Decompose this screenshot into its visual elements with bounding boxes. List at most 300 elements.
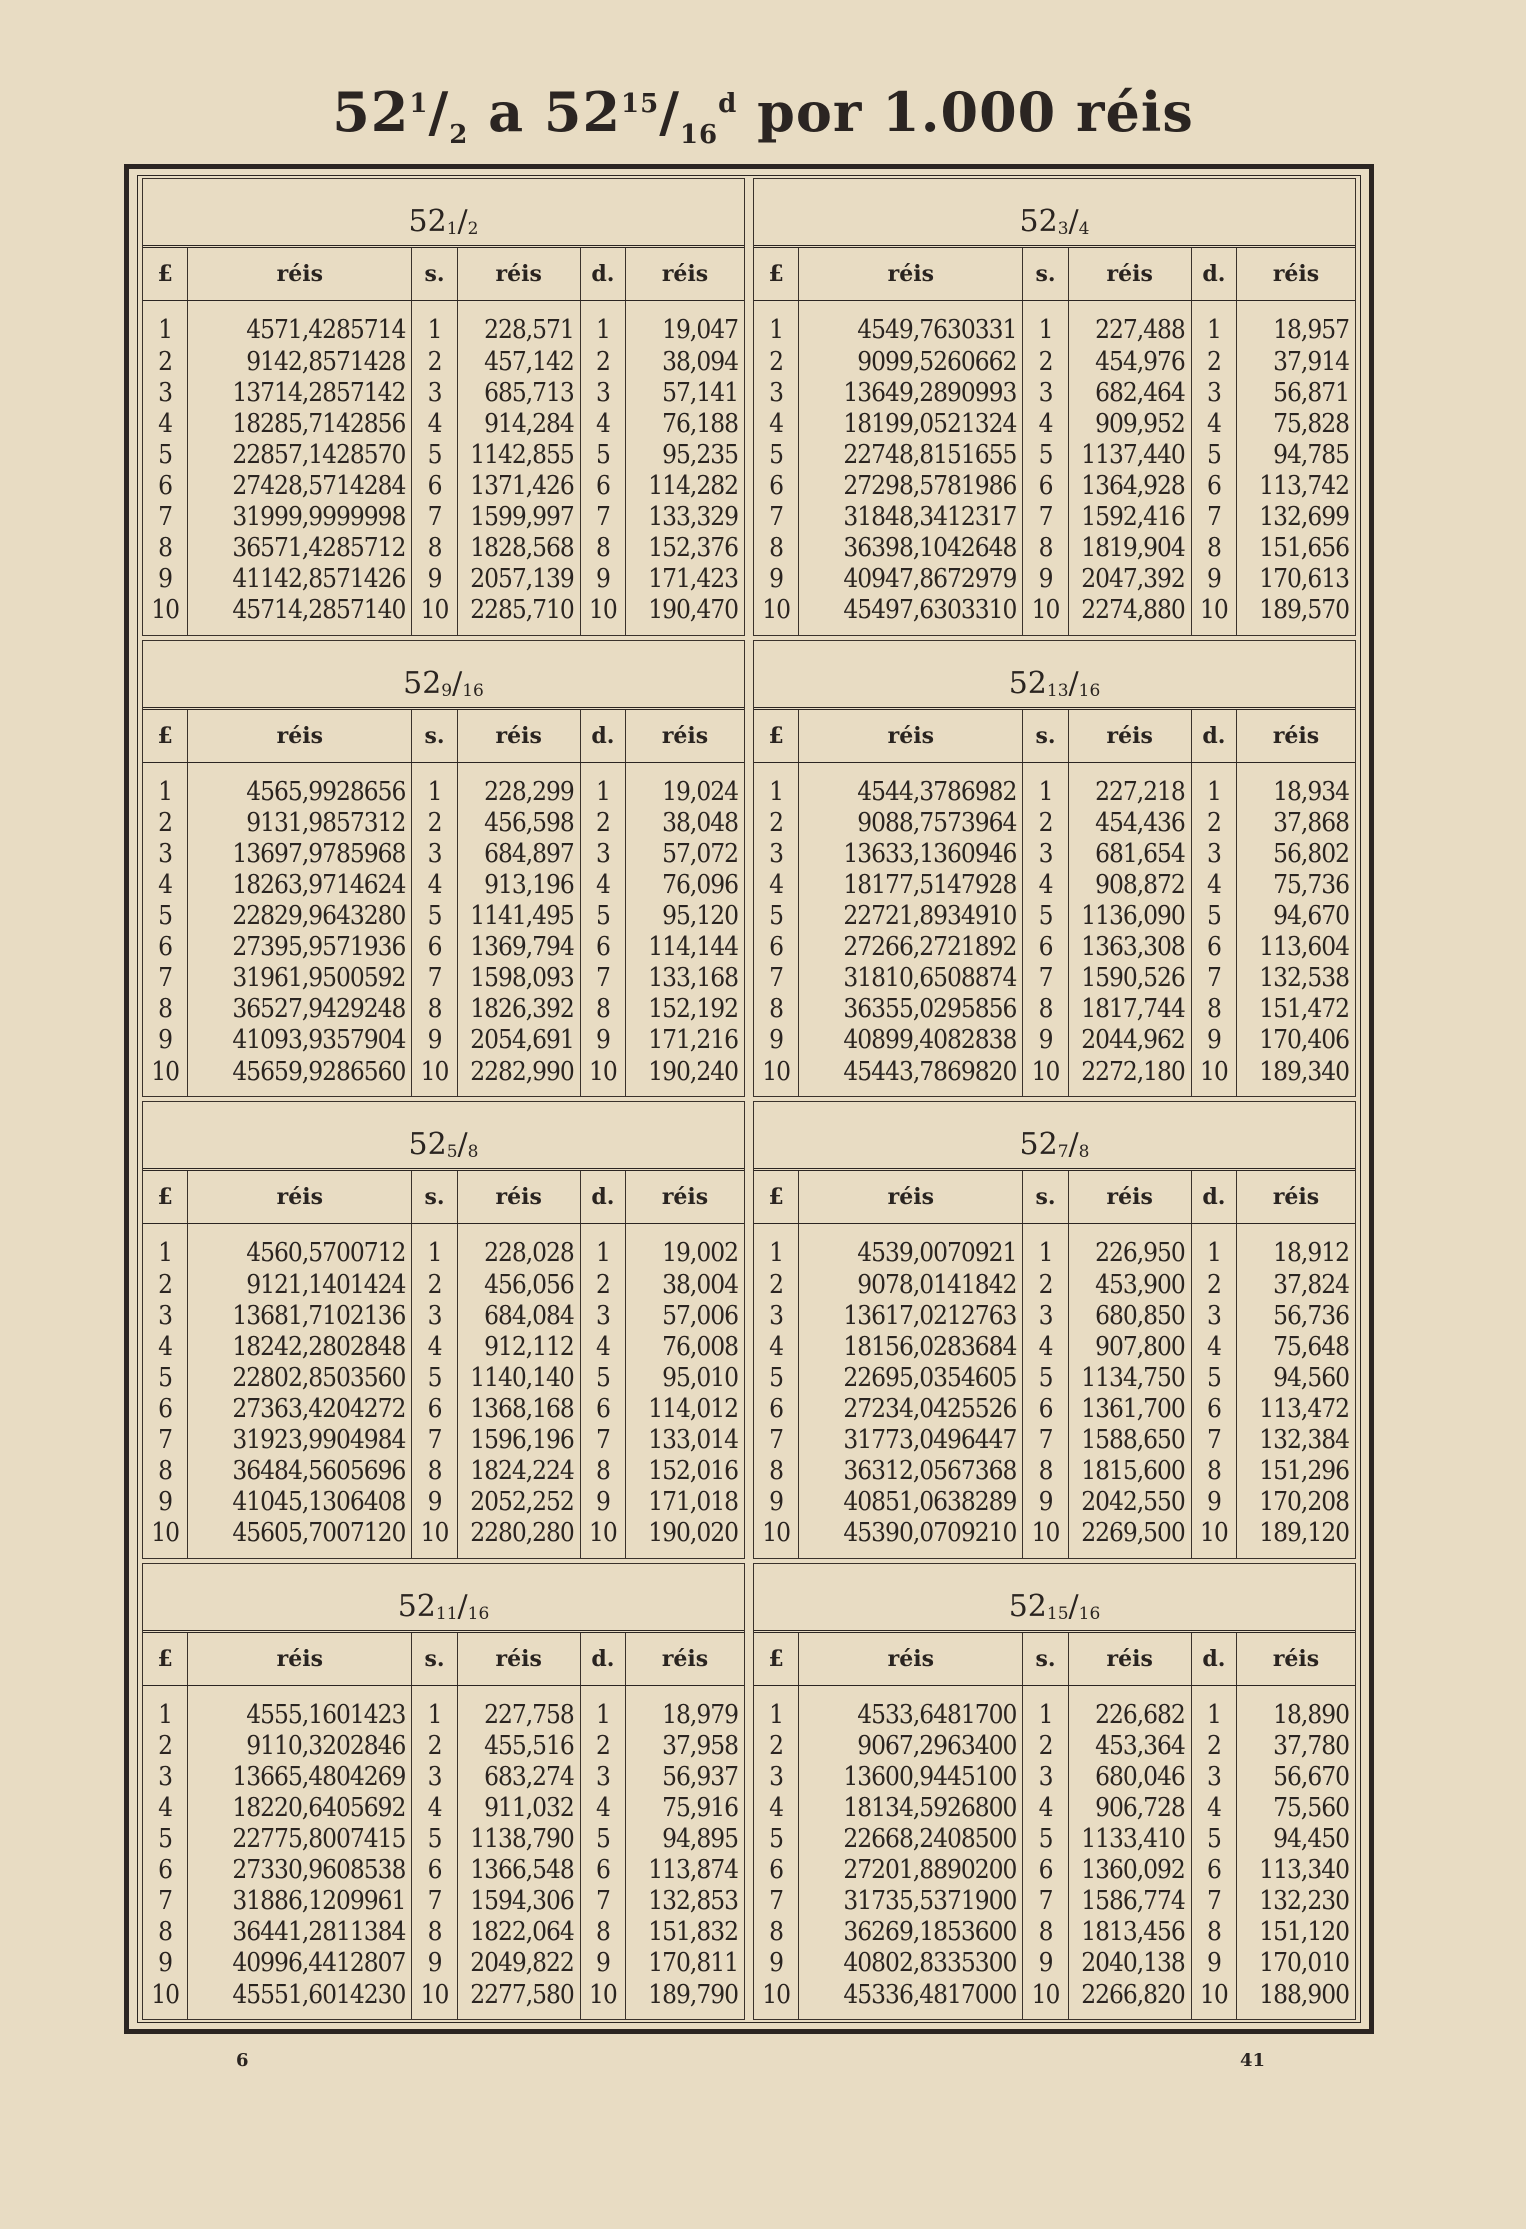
shillings-value: 1586,774 [1068, 1886, 1191, 1917]
column-header: réis [1237, 1171, 1355, 1224]
shillings-value: 2282,990 [457, 1056, 580, 1096]
quantity: 9 [754, 1487, 799, 1518]
table-row [143, 1394, 744, 1425]
pounds-value: 31999,9999998 [188, 502, 412, 533]
quantity: 8 [754, 533, 799, 564]
quantity: 10 [754, 1979, 799, 2019]
shillings-value: 2277,580 [457, 1979, 580, 2019]
pence-value: 132,699 [1259, 501, 1349, 532]
pounds-value: 9110,3202846 [188, 1731, 412, 1762]
quantity: 2 [580, 1731, 625, 1762]
quantity: 6 [1191, 932, 1236, 963]
quantity: 3 [1191, 1301, 1236, 1332]
quantity: 10 [580, 1979, 625, 2019]
quantity: 1 [580, 1224, 625, 1270]
quantity: 2 [1191, 1270, 1236, 1301]
shillings-value: 228,299 [457, 762, 580, 808]
quantity: 7 [1191, 963, 1236, 994]
quantity: 2 [143, 347, 188, 378]
pounds-value: 4544,3786982 [799, 762, 1023, 808]
quantity: 7 [1191, 1425, 1236, 1456]
pence-value: 113,742 [1259, 470, 1349, 501]
shillings-value: 1592,416 [1068, 502, 1191, 533]
quantity: 5 [580, 901, 625, 932]
table-row [143, 762, 744, 808]
quantity: 4 [754, 409, 799, 440]
quantity: 4 [1191, 1332, 1236, 1363]
shillings-value: 1817,744 [1068, 994, 1191, 1025]
shillings-value: 1133,410 [1068, 1824, 1191, 1855]
quantity: 1 [412, 301, 457, 347]
column-header: réis [457, 248, 580, 301]
pence-value: 38,048 [662, 808, 738, 839]
shillings-value: 453,900 [1068, 1270, 1191, 1301]
shillings-value: 1364,928 [1068, 471, 1191, 502]
table-row [143, 1487, 744, 1518]
quantity: 7 [412, 1886, 457, 1917]
column-header: réis [1068, 1633, 1191, 1686]
pounds-value: 4560,5700712 [188, 1224, 412, 1270]
pence-value: 76,008 [662, 1331, 738, 1362]
pounds-value: 45605,7007120 [188, 1518, 412, 1558]
shillings-value: 1360,092 [1068, 1855, 1191, 1886]
quantity: 7 [580, 963, 625, 994]
pounds-value: 45659,9286560 [188, 1056, 412, 1096]
pence-value: 37,958 [662, 1731, 738, 1762]
shillings-value: 227,218 [1068, 762, 1191, 808]
quantity: 8 [143, 1456, 188, 1487]
pence-value: 190,020 [648, 1518, 738, 1549]
shillings-value: 2052,252 [457, 1487, 580, 1518]
quantity: 10 [754, 1518, 799, 1558]
quantity: 8 [1191, 1917, 1236, 1948]
quantity: 4 [1023, 1332, 1068, 1363]
quantity: 4 [580, 1793, 625, 1824]
pence-value: 38,004 [662, 1269, 738, 1300]
pounds-value: 36527,9429248 [188, 994, 412, 1025]
shillings-value: 227,488 [1068, 301, 1191, 347]
pounds-value: 41045,1306408 [188, 1487, 412, 1518]
column-header: £ [143, 1171, 188, 1224]
shillings-value: 2269,500 [1068, 1518, 1191, 1558]
quantity: 1 [412, 762, 457, 808]
pence-value: 189,340 [1259, 1056, 1349, 1087]
quantity: 3 [412, 1762, 457, 1793]
column-header: d. [1191, 248, 1236, 301]
quantity: 8 [412, 994, 457, 1025]
column-header: réis [188, 1171, 412, 1224]
table-row [754, 808, 1355, 839]
quantity: 7 [754, 963, 799, 994]
quantity: 8 [580, 533, 625, 564]
pounds-value: 18134,5926800 [799, 1793, 1023, 1824]
quantity: 10 [1023, 1056, 1068, 1096]
quantity: 10 [1191, 1518, 1236, 1558]
table-row [754, 595, 1355, 635]
quantity: 9 [580, 1948, 625, 1979]
column-header: réis [457, 1171, 580, 1224]
table-row [143, 471, 744, 502]
quantity: 10 [1023, 595, 1068, 635]
quantity: 5 [580, 1363, 625, 1394]
quantity: 9 [1191, 1025, 1236, 1056]
quantity: 1 [754, 301, 799, 347]
table-row [143, 1301, 744, 1332]
quantity: 4 [143, 870, 188, 901]
quantity: 3 [1191, 378, 1236, 409]
pounds-value: 36484,5605696 [188, 1456, 412, 1487]
table-row [143, 1456, 744, 1487]
quantity: 3 [580, 378, 625, 409]
shillings-value: 456,056 [457, 1270, 580, 1301]
shillings-value: 1363,308 [1068, 932, 1191, 963]
pounds-value: 27201,8890200 [799, 1855, 1023, 1886]
table-row [754, 901, 1355, 932]
pounds-value: 45714,2857140 [188, 595, 412, 635]
quantity: 6 [1191, 471, 1236, 502]
pence-value: 189,120 [1259, 1518, 1349, 1549]
pounds-value: 18242,2802848 [188, 1332, 412, 1363]
pounds-value: 13633,1360946 [799, 839, 1023, 870]
quantity: 9 [412, 564, 457, 595]
quantity: 10 [580, 595, 625, 635]
column-header: réis [626, 1171, 744, 1224]
rate-heading: 52 $_{13}$ / 16 [754, 641, 1355, 710]
table-row [143, 1425, 744, 1456]
pounds-value: 40996,4412807 [188, 1948, 412, 1979]
table-row [754, 1917, 1355, 1948]
quantity: 10 [1023, 1518, 1068, 1558]
table-row [754, 1685, 1355, 1731]
table-row [143, 1855, 744, 1886]
quantity: 4 [1023, 1793, 1068, 1824]
column-header: réis [1237, 1633, 1355, 1686]
quantity: 2 [754, 808, 799, 839]
pence-value: 152,192 [648, 994, 738, 1025]
table-row [754, 409, 1355, 440]
pounds-value: 13600,9445100 [799, 1762, 1023, 1793]
table-row [754, 564, 1355, 595]
quantity: 7 [754, 1886, 799, 1917]
quantity: 9 [143, 1025, 188, 1056]
pence-value: 133,168 [648, 963, 738, 994]
pounds-value: 13714,2857142 [188, 378, 412, 409]
column-header: £ [754, 1171, 799, 1224]
table-row [143, 1224, 744, 1270]
quantity: 2 [1023, 1270, 1068, 1301]
rate-block [142, 1101, 745, 1559]
quantity: 4 [412, 409, 457, 440]
quantity: 1 [580, 762, 625, 808]
quantity: 6 [1023, 1855, 1068, 1886]
quantity: 4 [1191, 409, 1236, 440]
rate-heading: 52 $_1$ / 2 [143, 179, 744, 248]
pounds-value: 22802,8503560 [188, 1363, 412, 1394]
quantity: 6 [1191, 1394, 1236, 1425]
pence-value: 56,670 [1273, 1762, 1349, 1793]
column-header: s. [1023, 1171, 1068, 1224]
table-row [143, 409, 744, 440]
quantity: 2 [412, 1731, 457, 1762]
pounds-value: 4549,7630331 [799, 301, 1023, 347]
shillings-value: 1596,196 [457, 1425, 580, 1456]
pence-value: 95,010 [662, 1362, 738, 1393]
page-title: $52^1/_2$ a $52^{15}/_{16}^d$ por 1.000 réis [332, 80, 1194, 150]
shillings-value: 2044,962 [1068, 1025, 1191, 1056]
column-header: d. [580, 1171, 625, 1224]
table-row [754, 1301, 1355, 1332]
pence-value: 19,047 [662, 315, 738, 346]
pounds-value: 40899,4082838 [799, 1025, 1023, 1056]
pence-value: 113,874 [648, 1855, 738, 1886]
pence-value: 170,406 [1259, 1025, 1349, 1056]
pence-value: 171,216 [648, 1025, 738, 1056]
quantity: 6 [1023, 1394, 1068, 1425]
table-row [143, 1979, 744, 2019]
quantity: 8 [143, 994, 188, 1025]
quantity: 1 [1023, 301, 1068, 347]
pence-value: 114,144 [648, 932, 738, 963]
quantity: 4 [580, 1332, 625, 1363]
rate-heading: 52 $_5$ / 8 [143, 1102, 744, 1171]
quantity: 3 [580, 1301, 625, 1332]
quantity: 3 [754, 1301, 799, 1332]
pence-value: 19,024 [662, 776, 738, 807]
quantity: 6 [1023, 932, 1068, 963]
pounds-value: 18156,0283684 [799, 1332, 1023, 1363]
quantity: 10 [412, 1056, 457, 1096]
pence-value: 188,900 [1259, 1979, 1349, 2010]
quantity: 10 [1191, 1979, 1236, 2019]
quantity: 2 [412, 1270, 457, 1301]
pence-value: 189,790 [648, 1979, 738, 2010]
quantity: 4 [754, 1793, 799, 1824]
quantity: 2 [754, 1270, 799, 1301]
pounds-value: 45390,0709210 [799, 1518, 1023, 1558]
quantity: 10 [580, 1056, 625, 1096]
column-header: réis [626, 248, 744, 301]
quantity: 1 [143, 1224, 188, 1270]
quantity: 5 [754, 901, 799, 932]
pounds-value: 40802,8335300 [799, 1948, 1023, 1979]
table-row [143, 932, 744, 963]
quantity: 9 [580, 1487, 625, 1518]
quantity: 4 [1191, 870, 1236, 901]
pounds-value: 27330,9608538 [188, 1855, 412, 1886]
pounds-value: 22695,0354605 [799, 1363, 1023, 1394]
pounds-value: 31886,1209961 [188, 1886, 412, 1917]
rate-block [753, 640, 1356, 1098]
shillings-value: 914,284 [457, 409, 580, 440]
quantity: 5 [1191, 1363, 1236, 1394]
pence-value: 37,824 [1273, 1269, 1349, 1300]
quantity: 6 [580, 471, 625, 502]
shillings-value: 454,436 [1068, 808, 1191, 839]
shillings-value: 1138,790 [457, 1824, 580, 1855]
pounds-value: 31961,9500592 [188, 963, 412, 994]
quantity: 8 [1023, 533, 1068, 564]
column-header: d. [1191, 1633, 1236, 1686]
column-header: réis [1068, 710, 1191, 763]
quantity: 9 [412, 1025, 457, 1056]
table-row [143, 347, 744, 378]
pounds-value: 9099,5260662 [799, 347, 1023, 378]
quantity: 7 [580, 1425, 625, 1456]
rate-block [142, 640, 745, 1098]
quantity: 6 [580, 1394, 625, 1425]
shillings-value: 681,654 [1068, 839, 1191, 870]
table-row [754, 1224, 1355, 1270]
quantity: 8 [143, 533, 188, 564]
quantity: 6 [143, 471, 188, 502]
table-row [143, 440, 744, 471]
table-row [754, 533, 1355, 564]
shillings-value: 1813,456 [1068, 1917, 1191, 1948]
table-row [143, 378, 744, 409]
pence-value: 151,472 [1259, 994, 1349, 1025]
quantity: 2 [580, 808, 625, 839]
column-header: £ [143, 710, 188, 763]
column-header: réis [799, 1171, 1023, 1224]
table-row [143, 839, 744, 870]
quantity: 8 [580, 1456, 625, 1487]
pence-value: 132,384 [1259, 1424, 1349, 1455]
pence-value: 56,736 [1273, 1300, 1349, 1331]
quantity: 6 [412, 471, 457, 502]
table-row [754, 1025, 1355, 1056]
quantity: 6 [754, 1855, 799, 1886]
pence-value: 57,141 [662, 377, 738, 408]
pence-value: 95,235 [662, 439, 738, 470]
quantity: 4 [143, 1332, 188, 1363]
quantity: 5 [754, 440, 799, 471]
column-header: réis [626, 710, 744, 763]
pence-value: 171,018 [648, 1486, 738, 1517]
pounds-value: 9088,7573964 [799, 808, 1023, 839]
quantity: 2 [754, 1731, 799, 1762]
quantity: 10 [1191, 1056, 1236, 1096]
quantity: 3 [580, 839, 625, 870]
quantity: 7 [1023, 1886, 1068, 1917]
shillings-value: 228,571 [457, 301, 580, 347]
pence-value: 94,785 [1273, 439, 1349, 470]
quantity: 1 [1023, 1224, 1068, 1270]
quantity: 1 [412, 1224, 457, 1270]
quantity: 8 [1023, 1456, 1068, 1487]
pence-value: 37,914 [1273, 346, 1349, 377]
quantity: 6 [143, 1855, 188, 1886]
quantity: 8 [754, 994, 799, 1025]
pounds-value: 9131,9857312 [188, 808, 412, 839]
column-header: réis [457, 710, 580, 763]
quantity: 8 [754, 1917, 799, 1948]
table-row [754, 1979, 1355, 2019]
quantity: 7 [412, 502, 457, 533]
pounds-value: 27428,5714284 [188, 471, 412, 502]
column-header: d. [580, 710, 625, 763]
pounds-value: 9142,8571428 [188, 347, 412, 378]
quantity: 5 [1191, 901, 1236, 932]
quantity: 5 [143, 440, 188, 471]
column-header: réis [799, 1633, 1023, 1686]
quantity: 4 [754, 870, 799, 901]
table-row [143, 1793, 744, 1824]
shillings-value: 907,800 [1068, 1332, 1191, 1363]
pence-value: 151,656 [1259, 532, 1349, 563]
quantity: 9 [143, 1487, 188, 1518]
pounds-value: 27363,4204272 [188, 1394, 412, 1425]
shillings-value: 685,713 [457, 378, 580, 409]
quantity: 5 [754, 1824, 799, 1855]
quantity: 6 [1023, 471, 1068, 502]
pounds-value: 22748,8151655 [799, 440, 1023, 471]
quantity: 2 [754, 347, 799, 378]
table-row [143, 502, 744, 533]
quantity: 9 [412, 1487, 457, 1518]
shillings-value: 1140,140 [457, 1363, 580, 1394]
quantity: 2 [1023, 347, 1068, 378]
pence-value: 95,120 [662, 901, 738, 932]
pounds-value: 22721,8934910 [799, 901, 1023, 932]
quantity: 3 [412, 1301, 457, 1332]
quantity: 3 [1023, 1301, 1068, 1332]
table-frame [124, 164, 1374, 2034]
quantity: 9 [580, 1025, 625, 1056]
shillings-value: 454,976 [1068, 347, 1191, 378]
quantity: 9 [412, 1948, 457, 1979]
quantity: 1 [1191, 1224, 1236, 1270]
pounds-value: 36312,0567368 [799, 1456, 1023, 1487]
pounds-value: 36355,0295856 [799, 994, 1023, 1025]
quantity: 9 [1023, 1025, 1068, 1056]
shillings-value: 1369,794 [457, 932, 580, 963]
quantity: 7 [1023, 502, 1068, 533]
quantity: 7 [143, 1425, 188, 1456]
rate-table [143, 248, 744, 635]
pounds-value: 18285,7142856 [188, 409, 412, 440]
shillings-value: 226,682 [1068, 1685, 1191, 1731]
quantity: 4 [580, 409, 625, 440]
table-row [143, 595, 744, 635]
quantity: 6 [580, 932, 625, 963]
rate-table [754, 710, 1355, 1097]
pounds-value: 41093,9357904 [188, 1025, 412, 1056]
pounds-value: 18263,9714624 [188, 870, 412, 901]
pence-value: 152,016 [648, 1455, 738, 1486]
quantity: 10 [1191, 595, 1236, 635]
pence-value: 94,670 [1273, 901, 1349, 932]
shillings-value: 2057,139 [457, 564, 580, 595]
quantity: 6 [580, 1855, 625, 1886]
table-row [143, 1270, 744, 1301]
quantity: 2 [1191, 347, 1236, 378]
column-header: s. [412, 1171, 457, 1224]
rate-table [143, 1171, 744, 1558]
column-header: réis [626, 1633, 744, 1686]
pounds-value: 31810,6508874 [799, 963, 1023, 994]
quantity: 6 [754, 471, 799, 502]
quantity: 1 [754, 1224, 799, 1270]
pounds-value: 45551,6014230 [188, 1979, 412, 2019]
quantity: 9 [580, 564, 625, 595]
shillings-value: 680,046 [1068, 1762, 1191, 1793]
rate-table [754, 248, 1355, 635]
quantity: 5 [1023, 440, 1068, 471]
quantity: 2 [143, 1731, 188, 1762]
quantity: 10 [143, 1518, 188, 1558]
quantity: 10 [1023, 1979, 1068, 2019]
column-header: s. [412, 248, 457, 301]
